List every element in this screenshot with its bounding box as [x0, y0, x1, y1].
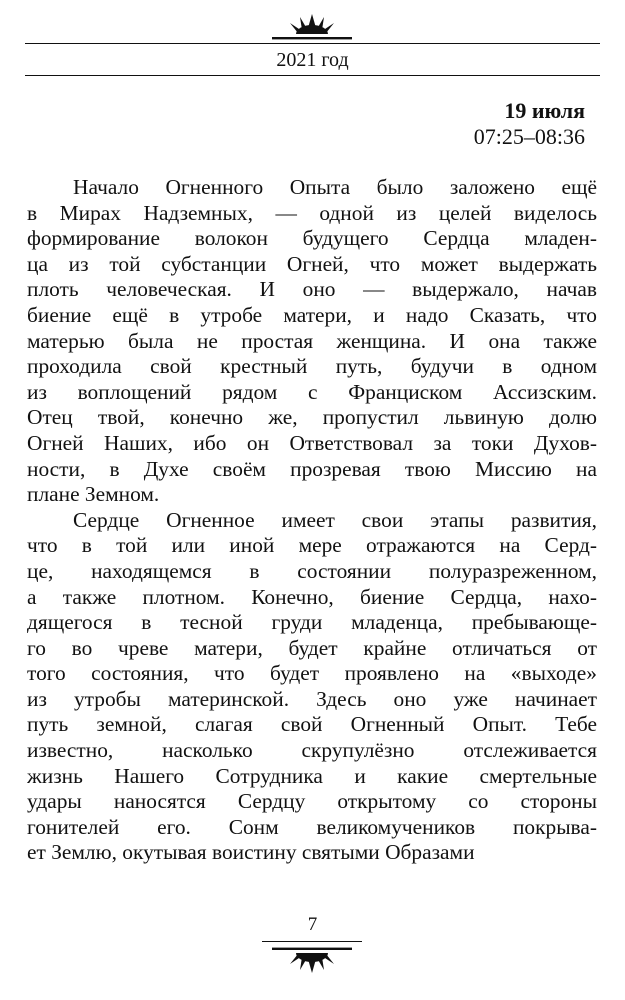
page-number: 7 — [307, 914, 318, 935]
text-line: дящегося в тесной груди младенца, пребывающе- — [27, 610, 597, 635]
text-line: Начало Огненного Опыта было заложено ещё — [73, 175, 597, 199]
text-line: а также плотном. Конечно, биение Сердца, нахо- — [27, 584, 597, 609]
text-line: го во чреве матери, будет крайне отличаться от — [27, 635, 597, 660]
text-line: ности, в Духе своём прозревая твою Миссию на — [27, 456, 597, 481]
top-ornament-icon — [262, 8, 362, 42]
text-line: Отец твой, конечно же, пропустил львиную долю — [27, 405, 597, 430]
text-line: того состояния, что будет проявлено на «выходе» — [27, 661, 597, 686]
text-line: из воплощений рядом с Франциском Ассизским. — [27, 379, 597, 404]
text-line: матерью была не простая женщина. И она также — [27, 328, 597, 353]
text-line: жизнь Нашего Сотрудника и какие смертельные — [27, 763, 597, 788]
text-line: проходила свой крестный путь, будучи в одном — [27, 354, 597, 379]
bottom-ornament-icon — [262, 945, 362, 979]
text-line: це, находящемся в состоянии полуразреженном, — [27, 558, 597, 583]
entry-date-block — [474, 98, 585, 150]
running-head: 2021 год — [276, 49, 349, 71]
entry-time: 07:25–08:36 — [473, 124, 585, 149]
text-line: в Мирах Надземных, — одной из целей виделось — [27, 200, 597, 225]
text-line: плане Земном. — [27, 482, 160, 507]
text-line: формирование волокон будущего Сердца младен- — [27, 226, 597, 251]
footer-rule — [262, 941, 362, 942]
header-rule-top — [25, 43, 600, 44]
text-line: Огней Наших, ибо он Ответствовал за токи Духов- — [27, 430, 597, 455]
text-line: гонителей его. Сонм великомучеников покрыва- — [27, 814, 597, 839]
text-line: из утробы материнской. Здесь оно уже начинает — [27, 686, 597, 711]
text-line: путь земной, слагая свой Огненный Опыт. Тебе — [27, 712, 597, 737]
text-line: плоть человеческая. И оно — выдержало, начав — [27, 277, 597, 302]
entry-date: 19 июля — [504, 98, 585, 123]
body-text — [27, 175, 597, 866]
text-line: ет Землю, окутывая воистину святыми Образами — [27, 840, 475, 865]
header-rule-bottom — [25, 75, 600, 76]
text-line: Сердце Огненное имеет свои этапы развития, — [73, 507, 597, 532]
text-line: ца из той субстанции Огней, что может выдержать — [27, 251, 597, 276]
text-line: биение ещё в утробе матери, и надо Сказать, что — [27, 302, 597, 327]
text-line: известно, насколько скрупулёзно отслеживается — [27, 738, 597, 763]
text-line: удары наносятся Сердцу открытому со стороны — [27, 789, 597, 814]
text-line: что в той или иной мере отражаются на Серд- — [27, 533, 597, 558]
